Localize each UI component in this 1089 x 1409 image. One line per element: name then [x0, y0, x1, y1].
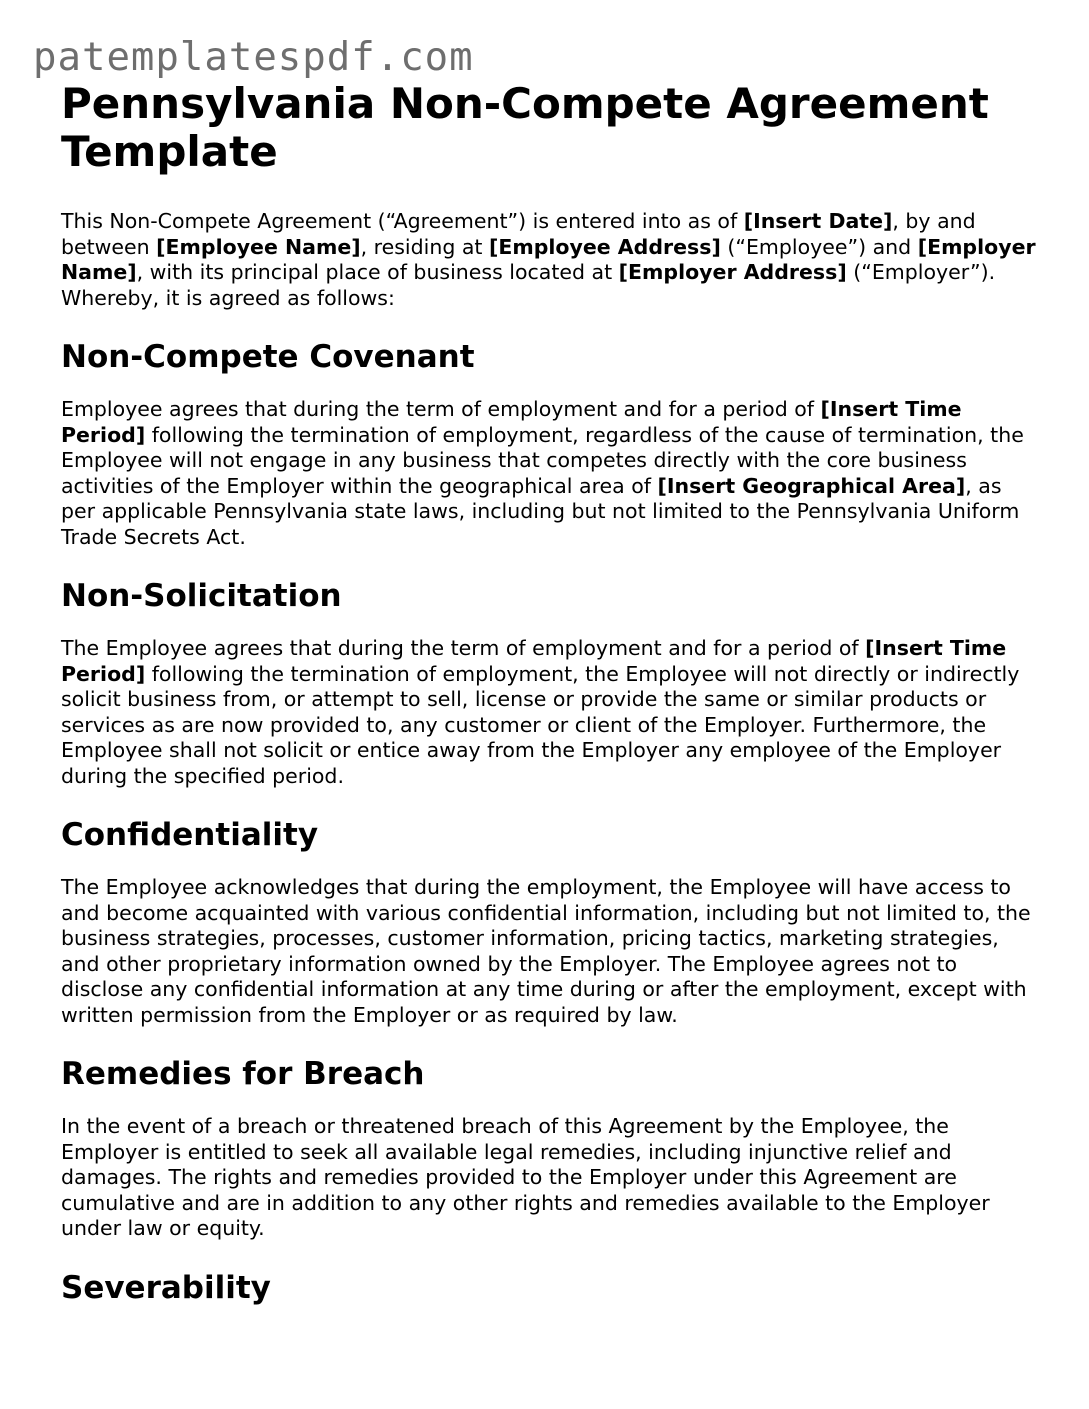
- section-non-solicitation: [61, 578, 1036, 789]
- section-heading: Non-Solicitation: [61, 578, 342, 614]
- body-text: Employee agrees that during the term of employment and for a period of: [61, 397, 821, 421]
- intro-text: (“Employer”). Whereby, it is agreed as follows:: [61, 260, 996, 310]
- intro-text: This Non-Compete Agreement (“Agreement”) is entered into as of: [61, 209, 744, 233]
- intro-text: , residing at: [360, 234, 489, 259]
- section-confidentiality: [61, 817, 1036, 1028]
- section-heading: Severability: [61, 1269, 271, 1306]
- intro-text: , by and between: [61, 209, 976, 259]
- placeholder-employee-address: [Employee Address]: [488, 234, 721, 259]
- section-remedies: [61, 1056, 1036, 1242]
- placeholder-employee-name: [Employee Name]: [156, 234, 361, 259]
- section-heading: Confidentiality: [61, 817, 319, 853]
- placeholder-time-period: [Insert Time Period]: [61, 397, 962, 447]
- body-text: The Employee agrees that during the term of employment and for a period of: [61, 636, 866, 660]
- intro-text: , with its principal place of business located at: [136, 260, 619, 284]
- placeholder-employer-name: [Employer Name]: [61, 234, 1036, 284]
- placeholder-insert-date: [Insert Date]: [743, 209, 893, 233]
- section-non-compete: [61, 339, 1036, 550]
- section-body: In the event of a breach or threatened breach of this Agreement by the Employee, the Employer is entitled to seek all available legal remedies, including injunctive relief and damages. The rights and remedies provided to the Employer under this Agreement are cumulative and are in addition to any other rights and remedies available to the Employer under law or equity.: [61, 1114, 990, 1240]
- placeholder-time-period: [Insert Time Period]: [61, 636, 1007, 686]
- section-body: The Employee acknowledges that during the employment, the Employee will have access to and become acquainted with various confidential information, including but not limited to, the business strategies, processes, customer information, pricing tactics, marketing strategies, and other proprietary information owned by the Employer. The Employee agrees not to disclose any confidential information at any time during or after the employment, except with written permission from the Employer or as required by law.: [61, 875, 1031, 1027]
- body-text: , as per applicable Pennsylvania state laws, including but not limited to the Pennsylvania Uniform Trade Secrets Act.: [61, 473, 1020, 549]
- body-text: following the termination of employment, regardless of the cause of termination, the Employee will not engage in any business that competes directly with the core business activities of the Employer within the geographical area of: [61, 422, 1024, 498]
- placeholder-geographical-area: [Insert Geographical Area]: [657, 473, 966, 498]
- document-page: [61, 80, 1036, 1306]
- intro-text: (“Employee”) and: [720, 234, 918, 259]
- document-title: Pennsylvania Non-Compete Agreement Template: [61, 79, 989, 176]
- section-heading: Non-Compete Covenant: [61, 339, 475, 375]
- section-body: [61, 636, 1036, 789]
- watermark: patemplatespdf.com: [33, 35, 474, 80]
- body-text: following the termination of employment, the Employee will not directly or indirectly solicit business from, or attempt to sell, license or provide the same or similar products or services as are now provided to, any customer or client of the Employer. Furthermore, the Employee shall not solicit or entice away from the Employer any employee of the Employer during the specified period.: [61, 661, 1020, 788]
- placeholder-employer-address: [Employer Address]: [618, 260, 847, 284]
- section-body: [61, 397, 1036, 550]
- section-severability: [61, 1270, 1036, 1306]
- intro-paragraph: [61, 209, 1036, 311]
- section-heading: Remedies for Breach: [61, 1056, 425, 1092]
